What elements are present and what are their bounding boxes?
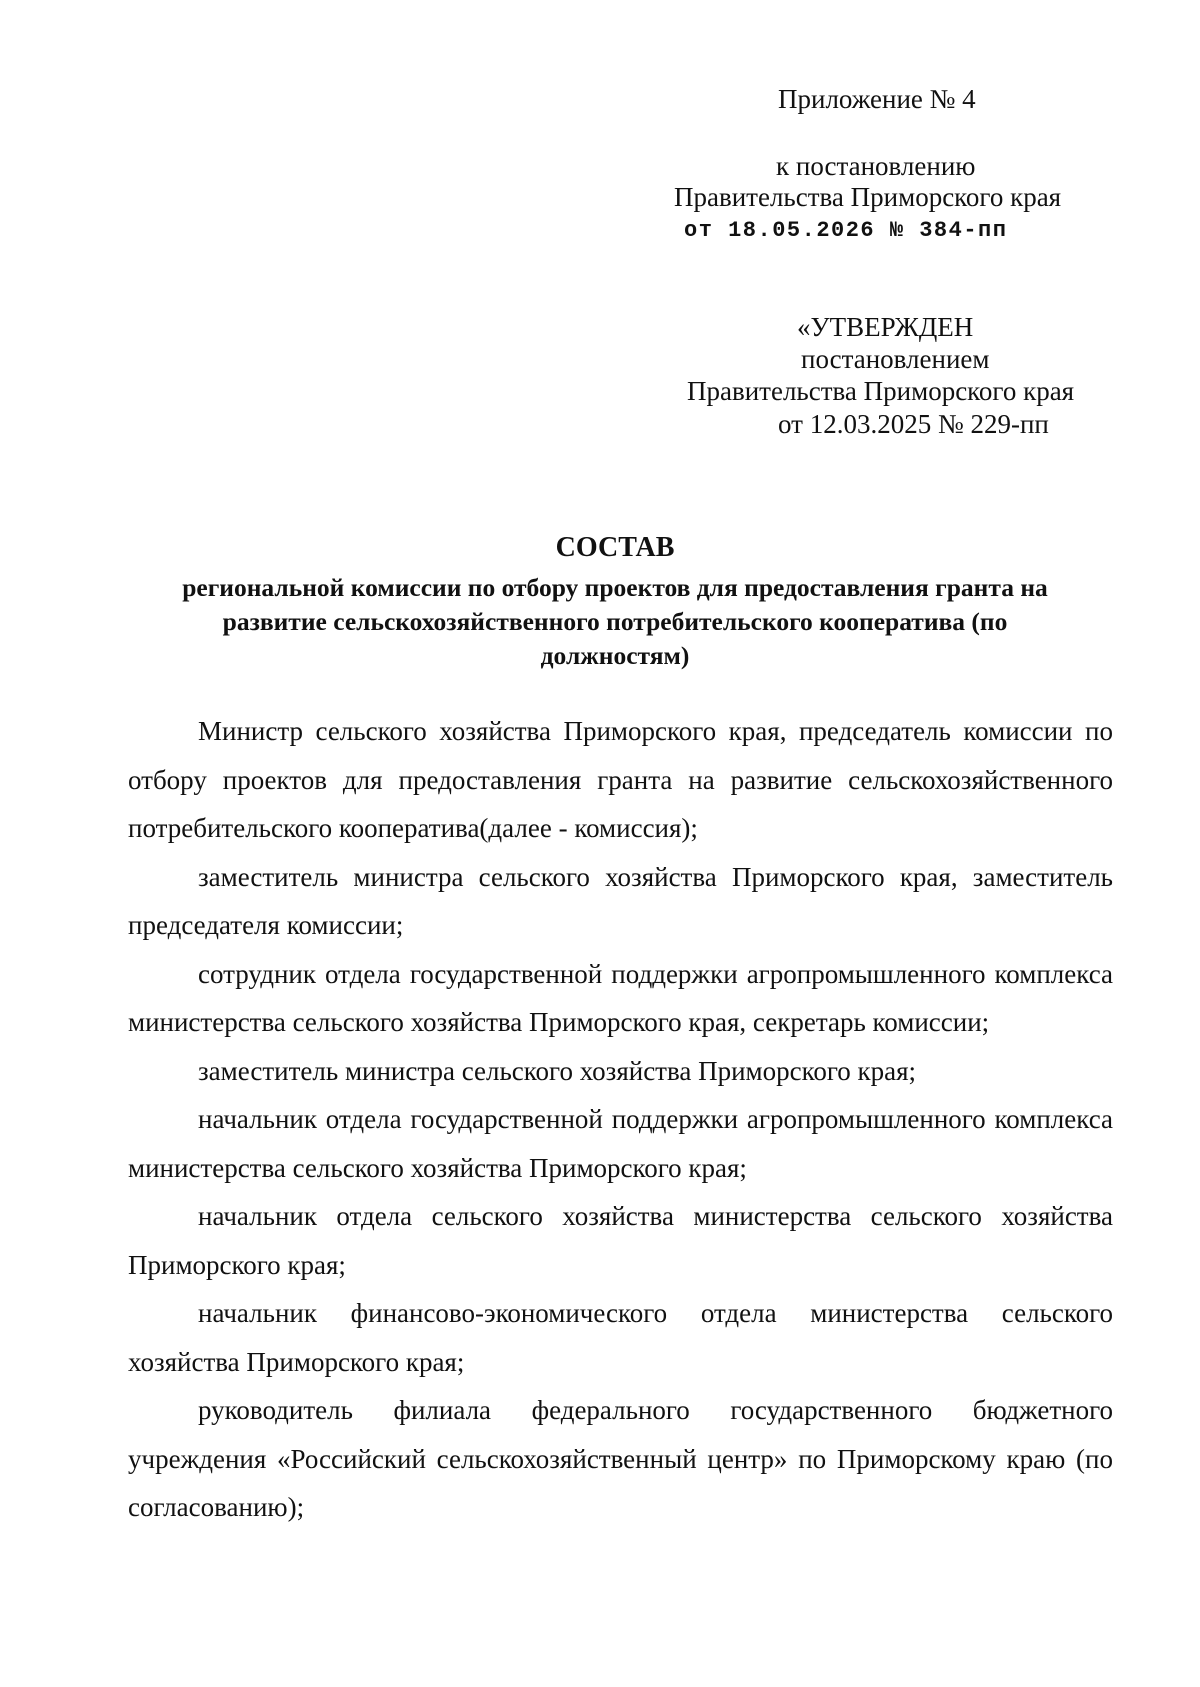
to-resolution-label: к постановлению bbox=[776, 151, 976, 181]
member-secretary: сотрудник отдела государственной поддержки агропромышленного комплекса министерства сельского хозяйства Приморского края, секретарь комиссии; bbox=[128, 958, 1113, 1037]
approved-stamp-label: «УТВЕРЖДЕН bbox=[797, 312, 974, 342]
member-head-finance-department: начальник финансово-экономического отдела министерства сельского хозяйства Приморского края; bbox=[128, 1298, 1113, 1377]
approval-date-number: от 12.03.2025 № 229-пп bbox=[778, 409, 1049, 439]
approved-by-resolution-label: постановлением bbox=[801, 344, 990, 374]
document-subtitle-line-1: региональной комиссии по отбору проектов для предоставления гранта на bbox=[182, 573, 1048, 602]
member-deputy-minister: заместитель министра сельского хозяйства Приморского края; bbox=[198, 1055, 917, 1086]
document-title: СОСТАВ bbox=[555, 532, 675, 563]
government-label: Правительства Приморского края bbox=[674, 182, 1062, 212]
commission-members-list bbox=[128, 707, 1113, 1532]
resolution-date-number: от 18.05.2026 № 384-пп bbox=[684, 218, 1008, 243]
document-subtitle-line-3: должностям) bbox=[540, 641, 690, 670]
member-head-agriculture-department: начальник отдела сельского хозяйства министерства сельского хозяйства Приморского края; bbox=[128, 1201, 1113, 1280]
member-head-state-support-department: начальник отдела государственной поддержки агропромышленного комплекса министерства сельского хозяйства Приморского края; bbox=[128, 1104, 1113, 1183]
approval-government-label: Правительства Приморского края bbox=[687, 376, 1075, 406]
member-deputy-chairman: заместитель министра сельского хозяйства Приморского края, заместитель председателя комиссии; bbox=[128, 861, 1113, 940]
document-subtitle-line-2: развитие сельскохозяйственного потребительского кооператива (по bbox=[222, 607, 1008, 636]
member-head-agricultural-center-branch: руководитель филиала федерального государственного бюджетного учреждения «Российский сельскохозяйственный центр» по Приморскому краю (по согласованию); bbox=[128, 1395, 1113, 1522]
member-chairman: Министр сельского хозяйства Приморского края, председатель комиссии по отбору проектов для предоставления гранта на развитие сельскохозяйственного потребительского кооператива(далее - комиссия); bbox=[128, 716, 1113, 843]
appendix-number: Приложение № 4 bbox=[778, 84, 976, 114]
